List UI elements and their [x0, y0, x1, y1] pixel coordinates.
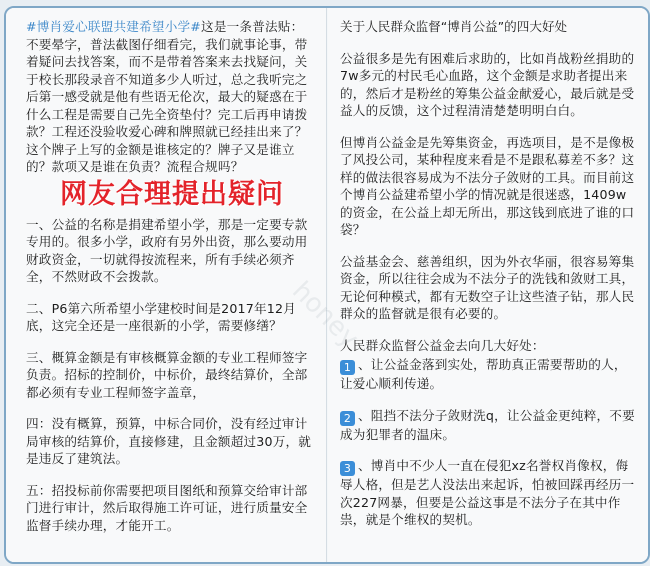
number-2-icon: 2: [340, 411, 355, 426]
benefit-item-2: [340, 407, 638, 444]
benefit-item-1: [340, 356, 638, 393]
right-title: 关于人民群众监督“博肖公益”的四大好处: [340, 19, 568, 34]
left-panel: [6, 8, 327, 562]
intro-paragraph: [26, 18, 312, 176]
number-1-icon: 1: [340, 360, 355, 375]
screenshot-frame: [4, 6, 650, 564]
hashtag-link[interactable]: #博肖爱心联盟共建希望小学#: [26, 19, 202, 34]
point-1: 一、公益的名称是捐建希望小学，那是一定要专款专用的。很多小学，政府有另外出资，那么要动用财政资金，一切就得按流程来，所有手续必须齐全，不然财政不会拨款。: [26, 216, 308, 284]
point-5: 五：招投标前你需要把项目图纸和预算交给审计部门进行审计，然后取得施工许可证，进行质量安全监督手续办理，才能开工。: [26, 482, 308, 533]
number-3-icon: 3: [340, 461, 355, 476]
benefit-text-3: 、博肖中不少人一直在侵犯xz名誉权肖像权，侮辱人格，但是艺人没法出来起诉，怕被回踩再经历一次227网暴，但要是公益这事是不法分子在其中作祟，就是个维权的契机。: [340, 458, 635, 527]
overlay-caption: 网友合理提出疑问: [60, 179, 284, 210]
watermark: honey: [286, 276, 365, 354]
benefit-text-2: 、阻挡不法分子敛财洗q，让公益金更纯粹，不要成为犯罪者的温床。: [340, 407, 635, 442]
right-paragraph-3: 公益基金会、慈善组织，因为外衣华丽，很容易筹集资金，所以往往会成为不法分子的洗钱和敛财工具，无论何种模式，都有无数空子让这些渣子钻，那人民群众的监督就是很有必要的。: [340, 253, 635, 321]
right-panel: [328, 8, 648, 562]
intro-text: 这是一条普法贴：不要晕字，普法截图仔细看完，我们就事论事，带着疑问去找答案，而不是带着答案来去找疑问，关于校长那段录音不知道多少人听过，总之我听完之后第一感受就是他有些语无伦次，最大的疑惑在于什么工程是需要自己先全资垫付？完工后再申请拨款？工程还没验收爱心碑和牌照就已经挂出来了？这个牌子上写的金额是谁核定的？牌子又是谁立的？款项又是谁在负责？流程合规吗？: [26, 19, 308, 174]
point-2: 二、P6第六所希望小学建校时间是2017年12月底，这完全还是一座很新的小学，需要修缮？: [26, 300, 296, 333]
right-paragraph-1: 公益很多是先有困难后求助的，比如肖战粉丝捐助的7w多元的村民毛心血路，这个金额是求助者提出来的，然后才是粉丝的筹集公益金献爱心，最后就是受益人的反馈，这个过程清清楚楚明明白白。: [340, 50, 635, 118]
right-paragraph-2: 但博肖公益金是先筹集资金，再选项目，是不是像极了风投公司，某种程度来看是不是跟私募差不多？这样的做法很容易成为不法分子敛财的工具。而目前这个博肖公益建希望小学的情况就是很迷惑，1409w的资金，在公益上却无所出，那这钱到底进了谁的口袋？: [340, 134, 635, 237]
benefits-title: 人民群众监督公益金去向几大好处：: [340, 337, 545, 353]
benefit-item-3: [340, 457, 638, 529]
benefit-text-1: 、让公益金落到实处，帮助真正需要帮助的人，让爱心顺利传递。: [340, 357, 627, 391]
point-3: 三、概算金额是有审核概算金额的专业工程师签字负责。招标的控制价，中标价，最终结算价，全部都必须有专业工程师签字盖章，: [26, 349, 308, 400]
point-4: 四：没有概算，预算，中标合同价，没有经过审计局审核的结算价，直接修建，且金额超过30万，就是违反了建筑法。: [26, 416, 312, 466]
